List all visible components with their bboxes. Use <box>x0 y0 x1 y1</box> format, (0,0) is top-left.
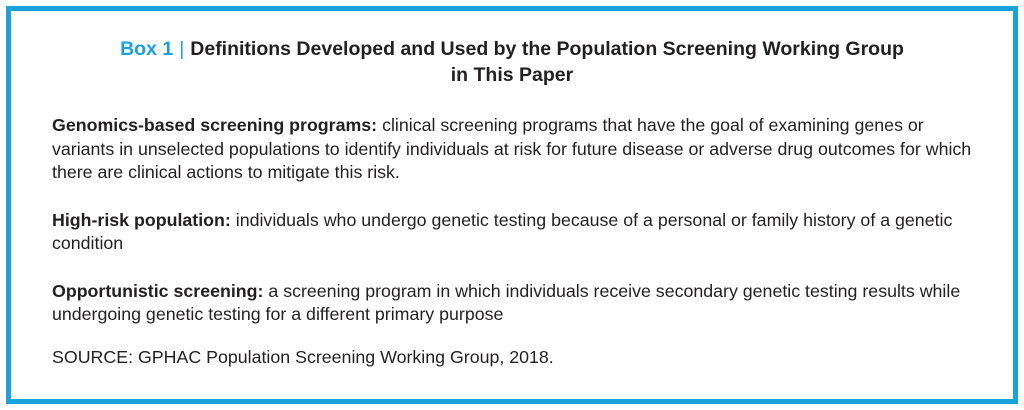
definition-genomics-based-screening <box>52 114 975 185</box>
source-note: SOURCE: GPHAC Population Screening Working Group, 2018. <box>52 347 554 367</box>
definition-high-risk-population <box>52 209 975 256</box>
box-title-line-2: in This Paper <box>450 64 574 86</box>
definition-list <box>52 114 975 327</box>
definitions-box <box>6 6 1018 404</box>
box-title-line-1: Definitions Developed and Used by the Population Screening Working Group <box>190 38 904 60</box>
definition-text: clinical screening programs that have the goal of examining genes or variants in unselected populations to identify individuals at risk for future disease or adverse drug outcomes for which there are clinical actions to mitigate this risk. <box>52 115 972 182</box>
box-title-separator: | <box>179 38 185 60</box>
definition-text: individuals who undergo genetic testing because of a personal or family history of a genetic condition <box>52 209 953 253</box>
definition-text: a screening program in which individuals receive secondary genetic testing results while undergoing genetic testing for a different primary purpose <box>52 280 961 324</box>
box-label: Box 1 <box>120 38 174 60</box>
definition-opportunistic-screening <box>52 280 975 327</box>
definition-term: Opportunistic screening: <box>52 280 264 301</box>
definition-term: Genomics-based screening programs: <box>52 115 378 135</box>
definition-term: High-risk population: <box>52 209 231 230</box>
box-title <box>11 36 1013 88</box>
